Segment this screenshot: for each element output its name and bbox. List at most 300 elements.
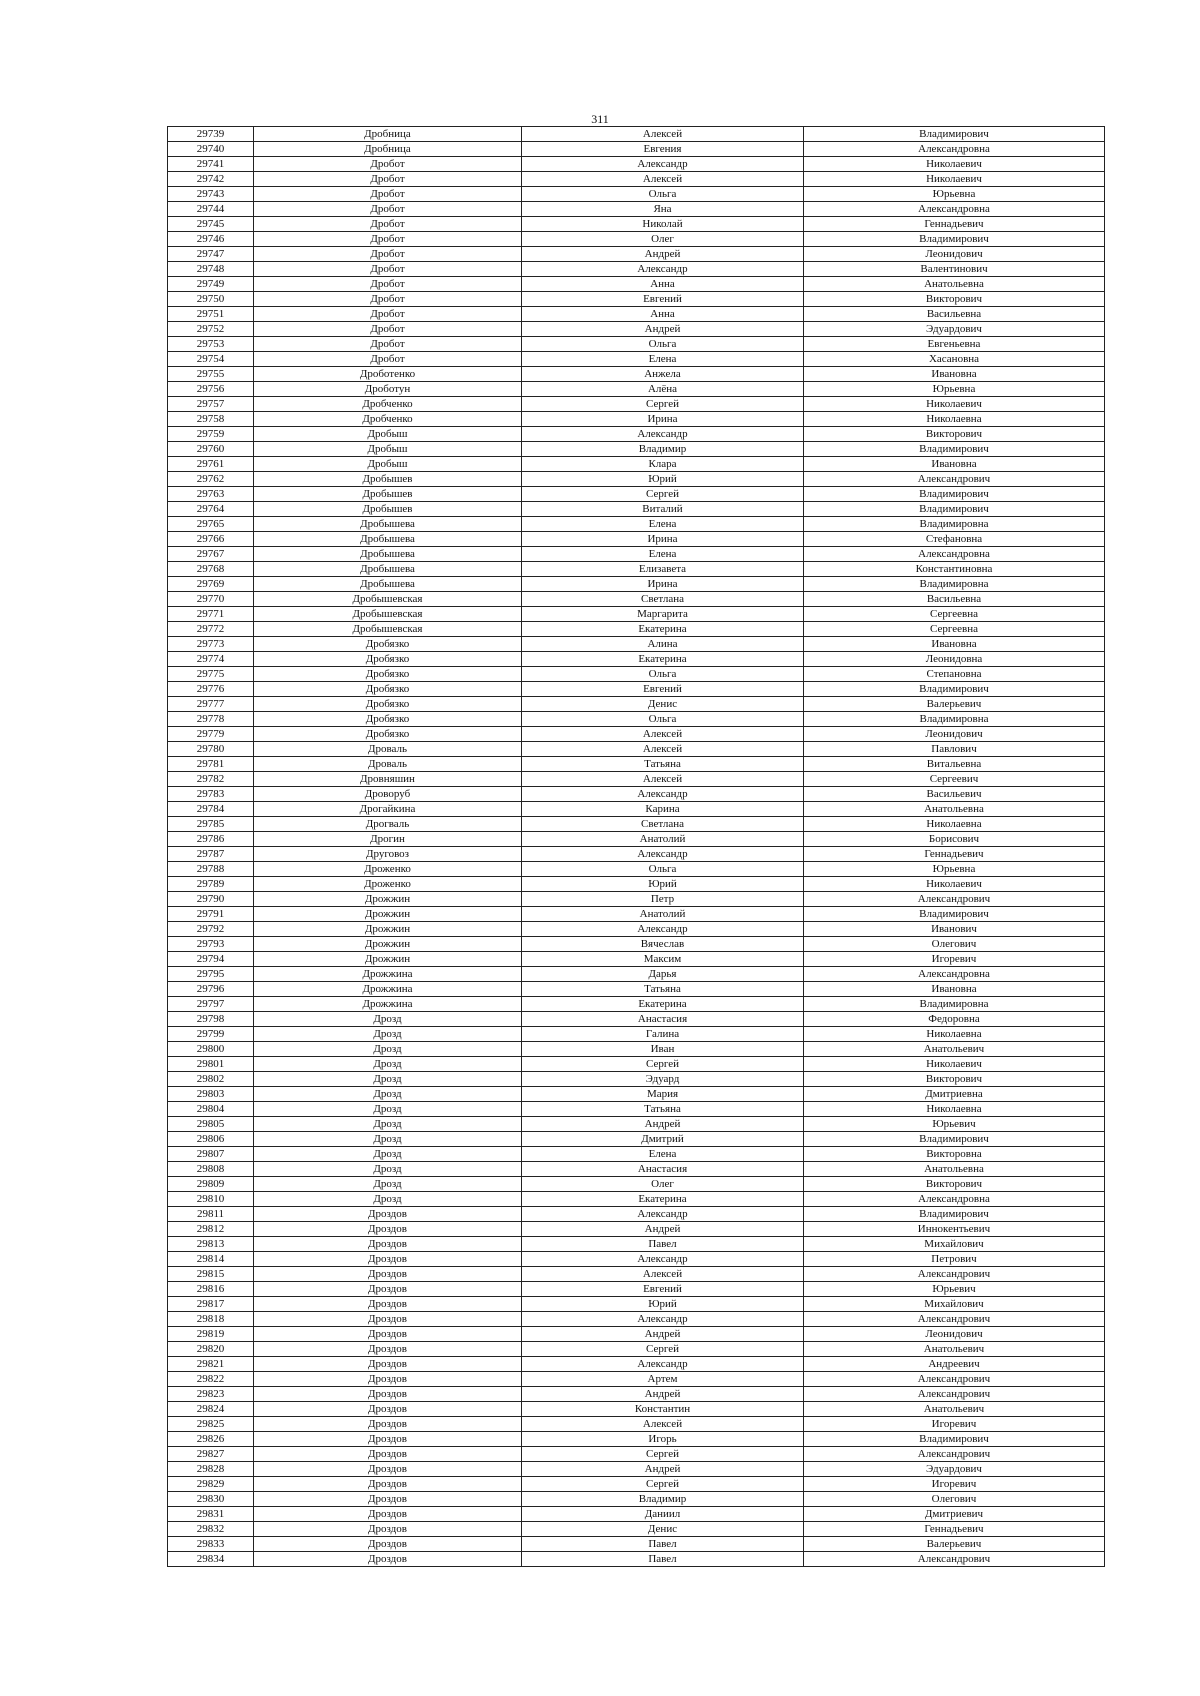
record-number-cell: 29787	[168, 847, 254, 862]
patronymic-cell: Васильевна	[804, 307, 1105, 322]
last-name-cell: Друговоз	[254, 847, 522, 862]
patronymic-cell: Ивановна	[804, 637, 1105, 652]
first-name-cell: Елена	[522, 352, 804, 367]
last-name-cell: Дроздов	[254, 1447, 522, 1462]
record-number-cell: 29821	[168, 1357, 254, 1372]
patronymic-cell: Викторович	[804, 1177, 1105, 1192]
table-row	[168, 142, 1105, 157]
first-name-cell: Александр	[522, 787, 804, 802]
first-name-cell: Светлана	[522, 592, 804, 607]
patronymic-cell: Витальевна	[804, 757, 1105, 772]
last-name-cell: Дроздов	[254, 1342, 522, 1357]
patronymic-cell: Юрьевич	[804, 1282, 1105, 1297]
last-name-cell: Дробязко	[254, 712, 522, 727]
patronymic-cell: Сергеевна	[804, 622, 1105, 637]
table-row	[168, 157, 1105, 172]
record-number-cell: 29782	[168, 772, 254, 787]
first-name-cell: Анатолий	[522, 832, 804, 847]
record-number-cell: 29739	[168, 127, 254, 142]
first-name-cell: Светлана	[522, 817, 804, 832]
patronymic-cell: Борисович	[804, 832, 1105, 847]
last-name-cell: Дроздов	[254, 1552, 522, 1567]
record-number-cell: 29753	[168, 337, 254, 352]
patronymic-cell: Николаевич	[804, 172, 1105, 187]
last-name-cell: Дрозд	[254, 1012, 522, 1027]
table-row	[168, 907, 1105, 922]
first-name-cell: Юрий	[522, 472, 804, 487]
last-name-cell: Дробышев	[254, 487, 522, 502]
last-name-cell: Дрозд	[254, 1162, 522, 1177]
last-name-cell: Дроботенко	[254, 367, 522, 382]
table-row	[168, 1207, 1105, 1222]
record-number-cell: 29783	[168, 787, 254, 802]
record-number-cell: 29795	[168, 967, 254, 982]
first-name-cell: Дмитрий	[522, 1132, 804, 1147]
record-number-cell: 29762	[168, 472, 254, 487]
last-name-cell: Дроздов	[254, 1507, 522, 1522]
first-name-cell: Елена	[522, 1147, 804, 1162]
patronymic-cell: Константиновна	[804, 562, 1105, 577]
patronymic-cell: Викторовна	[804, 1147, 1105, 1162]
last-name-cell: Дробышевская	[254, 607, 522, 622]
table-row	[168, 667, 1105, 682]
patronymic-cell: Юрьевна	[804, 862, 1105, 877]
first-name-cell: Юрий	[522, 1297, 804, 1312]
patronymic-cell: Александровна	[804, 547, 1105, 562]
record-number-cell: 29817	[168, 1297, 254, 1312]
first-name-cell: Александр	[522, 1357, 804, 1372]
table-row	[168, 1297, 1105, 1312]
first-name-cell: Олег	[522, 232, 804, 247]
patronymic-cell: Юрьевна	[804, 382, 1105, 397]
patronymic-cell: Владимирович	[804, 1432, 1105, 1447]
first-name-cell: Иван	[522, 1042, 804, 1057]
patronymic-cell: Игоревич	[804, 952, 1105, 967]
last-name-cell: Дроздов	[254, 1252, 522, 1267]
patronymic-cell: Анатольевич	[804, 1342, 1105, 1357]
first-name-cell: Евгений	[522, 682, 804, 697]
table-row	[168, 1012, 1105, 1027]
record-number-cell: 29806	[168, 1132, 254, 1147]
last-name-cell: Дрогайкина	[254, 802, 522, 817]
page-number: 311	[591, 112, 609, 126]
patronymic-cell: Анатольевич	[804, 1042, 1105, 1057]
record-number-cell: 29826	[168, 1432, 254, 1447]
patronymic-cell: Федоровна	[804, 1012, 1105, 1027]
table-row	[168, 577, 1105, 592]
last-name-cell: Дробыш	[254, 457, 522, 472]
table-row	[168, 652, 1105, 667]
last-name-cell: Дроздов	[254, 1357, 522, 1372]
first-name-cell: Артем	[522, 1372, 804, 1387]
record-number-cell: 29776	[168, 682, 254, 697]
last-name-cell: Дрозд	[254, 1042, 522, 1057]
record-number-cell: 29825	[168, 1417, 254, 1432]
first-name-cell: Татьяна	[522, 757, 804, 772]
record-number-cell: 29822	[168, 1372, 254, 1387]
record-number-cell: 29827	[168, 1447, 254, 1462]
record-number-cell: 29802	[168, 1072, 254, 1087]
table-row	[168, 787, 1105, 802]
table-row	[168, 772, 1105, 787]
patronymic-cell: Анатольевна	[804, 802, 1105, 817]
patronymic-cell: Викторович	[804, 1072, 1105, 1087]
table-row	[168, 1312, 1105, 1327]
record-number-cell: 29797	[168, 997, 254, 1012]
table-row	[168, 1132, 1105, 1147]
record-number-cell: 29779	[168, 727, 254, 742]
record-number-cell: 29775	[168, 667, 254, 682]
patronymic-cell: Васильевич	[804, 787, 1105, 802]
patronymic-cell: Хасановна	[804, 352, 1105, 367]
record-number-cell: 29793	[168, 937, 254, 952]
table-row	[168, 127, 1105, 142]
record-number-cell: 29740	[168, 142, 254, 157]
record-number-cell: 29774	[168, 652, 254, 667]
table-row	[168, 487, 1105, 502]
record-number-cell: 29818	[168, 1312, 254, 1327]
table-row	[168, 1477, 1105, 1492]
last-name-cell: Дрожжина	[254, 982, 522, 997]
first-name-cell: Сергей	[522, 1342, 804, 1357]
table-row	[168, 247, 1105, 262]
last-name-cell: Дробот	[254, 352, 522, 367]
last-name-cell: Дробязко	[254, 637, 522, 652]
first-name-cell: Денис	[522, 1522, 804, 1537]
first-name-cell: Александр	[522, 157, 804, 172]
last-name-cell: Дрозд	[254, 1087, 522, 1102]
patronymic-cell: Сергеевна	[804, 607, 1105, 622]
first-name-cell: Анна	[522, 307, 804, 322]
record-number-cell: 29745	[168, 217, 254, 232]
patronymic-cell: Валерьевич	[804, 697, 1105, 712]
table-row	[168, 1417, 1105, 1432]
table-row	[168, 712, 1105, 727]
table-row	[168, 682, 1105, 697]
record-number-cell: 29749	[168, 277, 254, 292]
record-number-cell: 29768	[168, 562, 254, 577]
table-row	[168, 1117, 1105, 1132]
first-name-cell: Александр	[522, 1252, 804, 1267]
last-name-cell: Дроздов	[254, 1537, 522, 1552]
table-row	[168, 1522, 1105, 1537]
record-number-cell: 29831	[168, 1507, 254, 1522]
first-name-cell: Александр	[522, 922, 804, 937]
record-number-cell: 29808	[168, 1162, 254, 1177]
patronymic-cell: Леонидович	[804, 247, 1105, 262]
first-name-cell: Олег	[522, 1177, 804, 1192]
last-name-cell: Дроздов	[254, 1402, 522, 1417]
first-name-cell: Екатерина	[522, 652, 804, 667]
first-name-cell: Ольга	[522, 862, 804, 877]
last-name-cell: Дробот	[254, 262, 522, 277]
record-number-cell: 29765	[168, 517, 254, 532]
patronymic-cell: Николаевна	[804, 1027, 1105, 1042]
last-name-cell: Дроздов	[254, 1522, 522, 1537]
last-name-cell: Дробченко	[254, 397, 522, 412]
table-row	[168, 727, 1105, 742]
first-name-cell: Ирина	[522, 412, 804, 427]
record-number-cell: 29773	[168, 637, 254, 652]
last-name-cell: Дроздов	[254, 1477, 522, 1492]
table-row	[168, 967, 1105, 982]
first-name-cell: Андрей	[522, 1327, 804, 1342]
table-row	[168, 607, 1105, 622]
table-row	[168, 1192, 1105, 1207]
first-name-cell: Алексей	[522, 172, 804, 187]
record-number-cell: 29744	[168, 202, 254, 217]
last-name-cell: Дрогваль	[254, 817, 522, 832]
table-row	[168, 742, 1105, 757]
patronymic-cell: Олегович	[804, 937, 1105, 952]
patronymic-cell: Дмитриевич	[804, 1507, 1105, 1522]
first-name-cell: Даниил	[522, 1507, 804, 1522]
record-number-cell: 29747	[168, 247, 254, 262]
table-row	[168, 397, 1105, 412]
patronymic-cell: Николаевна	[804, 412, 1105, 427]
record-number-cell: 29763	[168, 487, 254, 502]
record-number-cell: 29757	[168, 397, 254, 412]
first-name-cell: Александр	[522, 1312, 804, 1327]
record-number-cell: 29789	[168, 877, 254, 892]
table-row	[168, 517, 1105, 532]
patronymic-cell: Викторович	[804, 292, 1105, 307]
first-name-cell: Петр	[522, 892, 804, 907]
patronymic-cell: Игоревич	[804, 1417, 1105, 1432]
first-name-cell: Маргарита	[522, 607, 804, 622]
last-name-cell: Дробот	[254, 187, 522, 202]
table-row	[168, 592, 1105, 607]
last-name-cell: Дрожжин	[254, 937, 522, 952]
table-row	[168, 367, 1105, 382]
record-number-cell: 29799	[168, 1027, 254, 1042]
first-name-cell: Вячеслав	[522, 937, 804, 952]
patronymic-cell: Александрович	[804, 1312, 1105, 1327]
record-number-cell: 29772	[168, 622, 254, 637]
table-row	[168, 1447, 1105, 1462]
last-name-cell: Дробышева	[254, 577, 522, 592]
record-number-cell: 29756	[168, 382, 254, 397]
last-name-cell: Дрозд	[254, 1072, 522, 1087]
patronymic-cell: Александровна	[804, 967, 1105, 982]
last-name-cell: Дрожжин	[254, 922, 522, 937]
patronymic-cell: Леонидовна	[804, 652, 1105, 667]
last-name-cell: Дробязко	[254, 682, 522, 697]
first-name-cell: Клара	[522, 457, 804, 472]
record-number-cell: 29769	[168, 577, 254, 592]
table-row	[168, 1462, 1105, 1477]
table-row	[168, 1072, 1105, 1087]
first-name-cell: Владимир	[522, 442, 804, 457]
first-name-cell: Юрий	[522, 877, 804, 892]
record-number-cell: 29784	[168, 802, 254, 817]
record-number-cell: 29748	[168, 262, 254, 277]
first-name-cell: Сергей	[522, 1447, 804, 1462]
table-row	[168, 472, 1105, 487]
patronymic-cell: Иванович	[804, 922, 1105, 937]
last-name-cell: Дроздов	[254, 1417, 522, 1432]
record-number-cell: 29811	[168, 1207, 254, 1222]
record-number-cell: 29815	[168, 1267, 254, 1282]
record-number-cell: 29759	[168, 427, 254, 442]
first-name-cell: Павел	[522, 1552, 804, 1567]
first-name-cell: Андрей	[522, 1387, 804, 1402]
first-name-cell: Андрей	[522, 1462, 804, 1477]
table-row	[168, 1402, 1105, 1417]
last-name-cell: Дроздов	[254, 1207, 522, 1222]
last-name-cell: Дрожжина	[254, 967, 522, 982]
record-number-cell: 29807	[168, 1147, 254, 1162]
last-name-cell: Дробышев	[254, 502, 522, 517]
table-row	[168, 232, 1105, 247]
first-name-cell: Анастасия	[522, 1012, 804, 1027]
patronymic-cell: Владимировна	[804, 517, 1105, 532]
first-name-cell: Сергей	[522, 1477, 804, 1492]
table-row	[168, 322, 1105, 337]
first-name-cell: Алексей	[522, 727, 804, 742]
patronymic-cell: Александрович	[804, 1267, 1105, 1282]
table-row	[168, 172, 1105, 187]
first-name-cell: Александр	[522, 1207, 804, 1222]
patronymic-cell: Геннадьевич	[804, 847, 1105, 862]
patronymic-cell: Александрович	[804, 1447, 1105, 1462]
table-row	[168, 937, 1105, 952]
first-name-cell: Галина	[522, 1027, 804, 1042]
table-row	[168, 502, 1105, 517]
first-name-cell: Александр	[522, 847, 804, 862]
table-row	[168, 262, 1105, 277]
last-name-cell: Дробот	[254, 172, 522, 187]
last-name-cell: Дроздов	[254, 1387, 522, 1402]
first-name-cell: Константин	[522, 1402, 804, 1417]
last-name-cell: Дроженко	[254, 877, 522, 892]
table-row	[168, 1177, 1105, 1192]
table-row	[168, 1342, 1105, 1357]
last-name-cell: Дробышевская	[254, 622, 522, 637]
table-row	[168, 1162, 1105, 1177]
table-row	[168, 1087, 1105, 1102]
table-row	[168, 1387, 1105, 1402]
first-name-cell: Мария	[522, 1087, 804, 1102]
patronymic-cell: Юрьевна	[804, 187, 1105, 202]
record-number-cell: 29781	[168, 757, 254, 772]
table-row	[168, 187, 1105, 202]
table-row	[168, 292, 1105, 307]
record-number-cell: 29786	[168, 832, 254, 847]
register-table	[167, 126, 1105, 1567]
patronymic-cell: Эдуардович	[804, 322, 1105, 337]
first-name-cell: Андрей	[522, 322, 804, 337]
record-number-cell: 29751	[168, 307, 254, 322]
record-number-cell: 29810	[168, 1192, 254, 1207]
table-row	[168, 1147, 1105, 1162]
last-name-cell: Дробыш	[254, 427, 522, 442]
record-number-cell: 29812	[168, 1222, 254, 1237]
last-name-cell: Дрозд	[254, 1192, 522, 1207]
table-row	[168, 1492, 1105, 1507]
table-row	[168, 277, 1105, 292]
last-name-cell: Дроваль	[254, 742, 522, 757]
patronymic-cell: Анатольевна	[804, 1162, 1105, 1177]
first-name-cell: Евгения	[522, 142, 804, 157]
patronymic-cell: Михайлович	[804, 1297, 1105, 1312]
last-name-cell: Дроздов	[254, 1372, 522, 1387]
record-number-cell: 29816	[168, 1282, 254, 1297]
last-name-cell: Дроздов	[254, 1267, 522, 1282]
table-row	[168, 307, 1105, 322]
record-number-cell: 29742	[168, 172, 254, 187]
table-row	[168, 382, 1105, 397]
patronymic-cell: Петрович	[804, 1252, 1105, 1267]
record-number-cell: 29801	[168, 1057, 254, 1072]
patronymic-cell: Васильевна	[804, 592, 1105, 607]
table-row	[168, 832, 1105, 847]
last-name-cell: Дроздов	[254, 1432, 522, 1447]
table-row	[168, 892, 1105, 907]
record-number-cell: 29752	[168, 322, 254, 337]
patronymic-cell: Степановна	[804, 667, 1105, 682]
table-row	[168, 1267, 1105, 1282]
first-name-cell: Алексей	[522, 127, 804, 142]
table-row	[168, 982, 1105, 997]
first-name-cell: Андрей	[522, 247, 804, 262]
first-name-cell: Павел	[522, 1537, 804, 1552]
last-name-cell: Дробыш	[254, 442, 522, 457]
record-number-cell: 29798	[168, 1012, 254, 1027]
patronymic-cell: Иннокентьевич	[804, 1222, 1105, 1237]
patronymic-cell: Валерьевич	[804, 1537, 1105, 1552]
last-name-cell: Дробышев	[254, 472, 522, 487]
last-name-cell: Дробязко	[254, 727, 522, 742]
first-name-cell: Ольга	[522, 712, 804, 727]
patronymic-cell: Эдуардович	[804, 1462, 1105, 1477]
record-number-cell: 29771	[168, 607, 254, 622]
patronymic-cell: Владимировна	[804, 712, 1105, 727]
patronymic-cell: Владимирович	[804, 682, 1105, 697]
table-row	[168, 952, 1105, 967]
patronymic-cell: Михайлович	[804, 1237, 1105, 1252]
patronymic-cell: Ивановна	[804, 457, 1105, 472]
patronymic-cell: Геннадьевич	[804, 1522, 1105, 1537]
record-number-cell: 29766	[168, 532, 254, 547]
record-number-cell: 29800	[168, 1042, 254, 1057]
table-row	[168, 1252, 1105, 1267]
record-number-cell: 29791	[168, 907, 254, 922]
first-name-cell: Ольга	[522, 187, 804, 202]
patronymic-cell: Ивановна	[804, 982, 1105, 997]
patronymic-cell: Владимирович	[804, 442, 1105, 457]
record-number-cell: 29777	[168, 697, 254, 712]
table-row	[168, 1237, 1105, 1252]
first-name-cell: Елена	[522, 517, 804, 532]
last-name-cell: Дроздов	[254, 1312, 522, 1327]
last-name-cell: Дробот	[254, 217, 522, 232]
table-row	[168, 427, 1105, 442]
last-name-cell: Дрозд	[254, 1117, 522, 1132]
record-number-cell: 29750	[168, 292, 254, 307]
first-name-cell: Татьяна	[522, 1102, 804, 1117]
first-name-cell: Елизавета	[522, 562, 804, 577]
patronymic-cell: Владимировна	[804, 997, 1105, 1012]
record-number-cell: 29813	[168, 1237, 254, 1252]
table-row	[168, 817, 1105, 832]
record-number-cell: 29746	[168, 232, 254, 247]
record-number-cell: 29760	[168, 442, 254, 457]
patronymic-cell: Александровна	[804, 1192, 1105, 1207]
last-name-cell: Дрозд	[254, 1132, 522, 1147]
last-name-cell: Дроваль	[254, 757, 522, 772]
first-name-cell: Алексей	[522, 1417, 804, 1432]
